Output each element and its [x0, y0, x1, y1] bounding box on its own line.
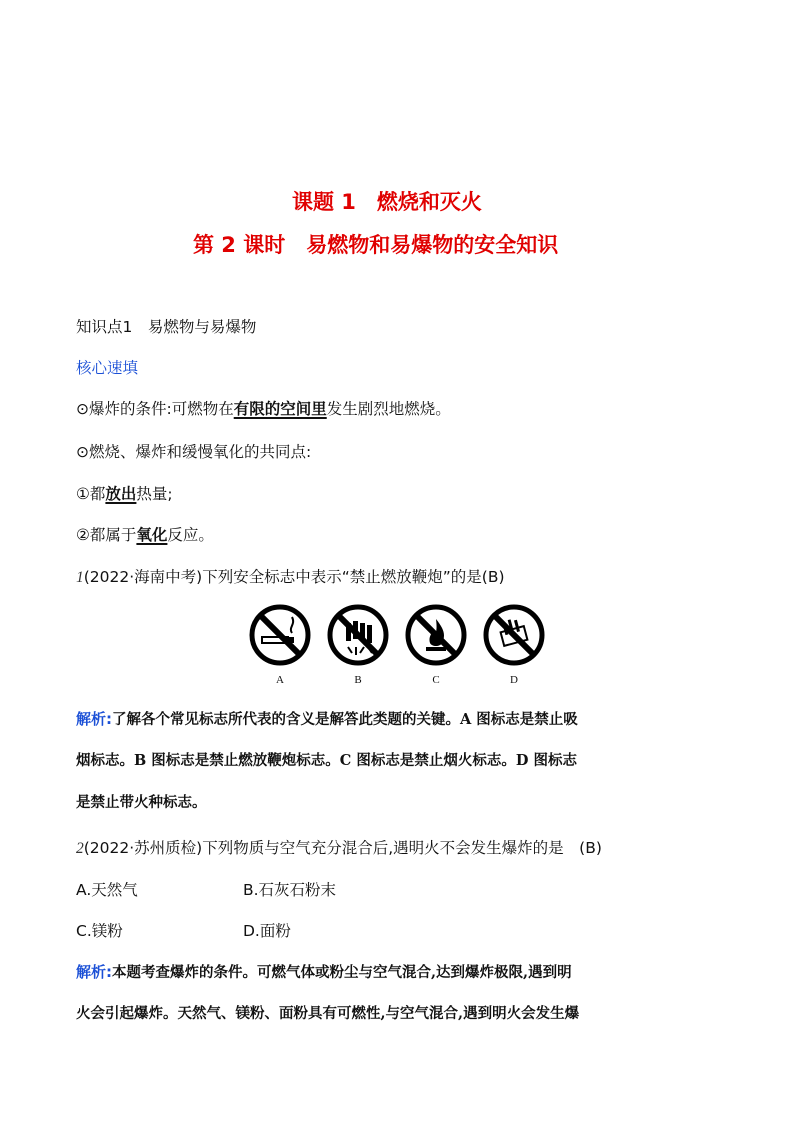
- fill-line-4: [76, 523, 214, 545]
- analysis-2-line-1: [76, 962, 572, 983]
- fill-line-1: [76, 397, 451, 419]
- fill-line-2: ⊙燃烧、爆炸和缓慢氧化的共同点:: [76, 443, 312, 461]
- question-text: (2022·苏州质检)下列物质与空气充分混合后,遇明火不会发生爆炸的是 (B): [83, 839, 602, 857]
- analysis-1-line-2: 烟标志。B 图标志是禁止燃放鞭炮标志。C 图标志是禁止烟火标志。D 图标志: [76, 752, 578, 769]
- section-subheading: 核心速填: [76, 359, 139, 377]
- analysis-2-line-2: 火会引起爆炸。天然气、镁粉、面粉具有可燃性,与空气混合,遇到明火会发生爆: [76, 1005, 580, 1022]
- option-c: C.镁粉: [76, 922, 123, 940]
- analysis-label: 解析:: [76, 963, 112, 981]
- safety-signs: [248, 603, 548, 693]
- fill-answer: 氧化: [136, 526, 168, 544]
- no-smoking-icon: [248, 603, 312, 667]
- lesson-subtitle: 第 2 课时 易燃物和易爆物的安全知识: [193, 233, 559, 257]
- no-matches-icon: [482, 603, 546, 667]
- sign-label-d: D: [510, 674, 518, 686]
- analysis-1-line-1: [76, 709, 578, 730]
- option-d: D.面粉: [243, 922, 291, 940]
- fill-text: ②都属于: [76, 526, 137, 544]
- sign-label-b: B: [354, 674, 362, 686]
- fill-text: 反应。: [167, 526, 214, 544]
- analysis-1-line-3: 是禁止带火种标志。: [76, 794, 207, 811]
- question-text: (2022·海南中考)下列安全标志中表示“禁止燃放鞭炮”的是(B): [83, 568, 505, 586]
- question-1: [76, 565, 505, 587]
- fill-text: ①都: [76, 485, 106, 503]
- no-firecrackers-icon: [326, 603, 390, 667]
- fill-answer: 放出: [105, 485, 137, 503]
- fill-text: 发生剧烈地燃烧。: [326, 400, 451, 418]
- lesson-title: 课题 1 燃烧和灭火: [292, 190, 482, 214]
- fill-text: 热量;: [136, 485, 173, 503]
- section-heading: 知识点1 易燃物与易爆物: [76, 318, 257, 336]
- question-number: 2: [76, 840, 84, 857]
- analysis-text: 了解各个常见标志所代表的含义是解答此类题的关键。A 图标志是禁止吸: [112, 711, 578, 728]
- fill-line-3: [76, 482, 173, 504]
- fill-text: ⊙爆炸的条件:可燃物在: [76, 400, 234, 418]
- analysis-text: 本题考查爆炸的条件。可燃气体或粉尘与空气混合,达到爆炸极限,遇到明: [112, 964, 572, 981]
- fill-answer: 有限的空间里: [233, 400, 327, 418]
- no-open-flame-icon: [404, 603, 468, 667]
- question-2: [76, 836, 602, 858]
- analysis-label: 解析:: [76, 710, 112, 728]
- option-a: A.天然气: [76, 881, 138, 899]
- sign-label-c: C: [432, 674, 440, 686]
- option-b: B.石灰石粉末: [243, 881, 337, 899]
- sign-label-a: A: [276, 674, 284, 686]
- question-number: 1: [76, 569, 84, 586]
